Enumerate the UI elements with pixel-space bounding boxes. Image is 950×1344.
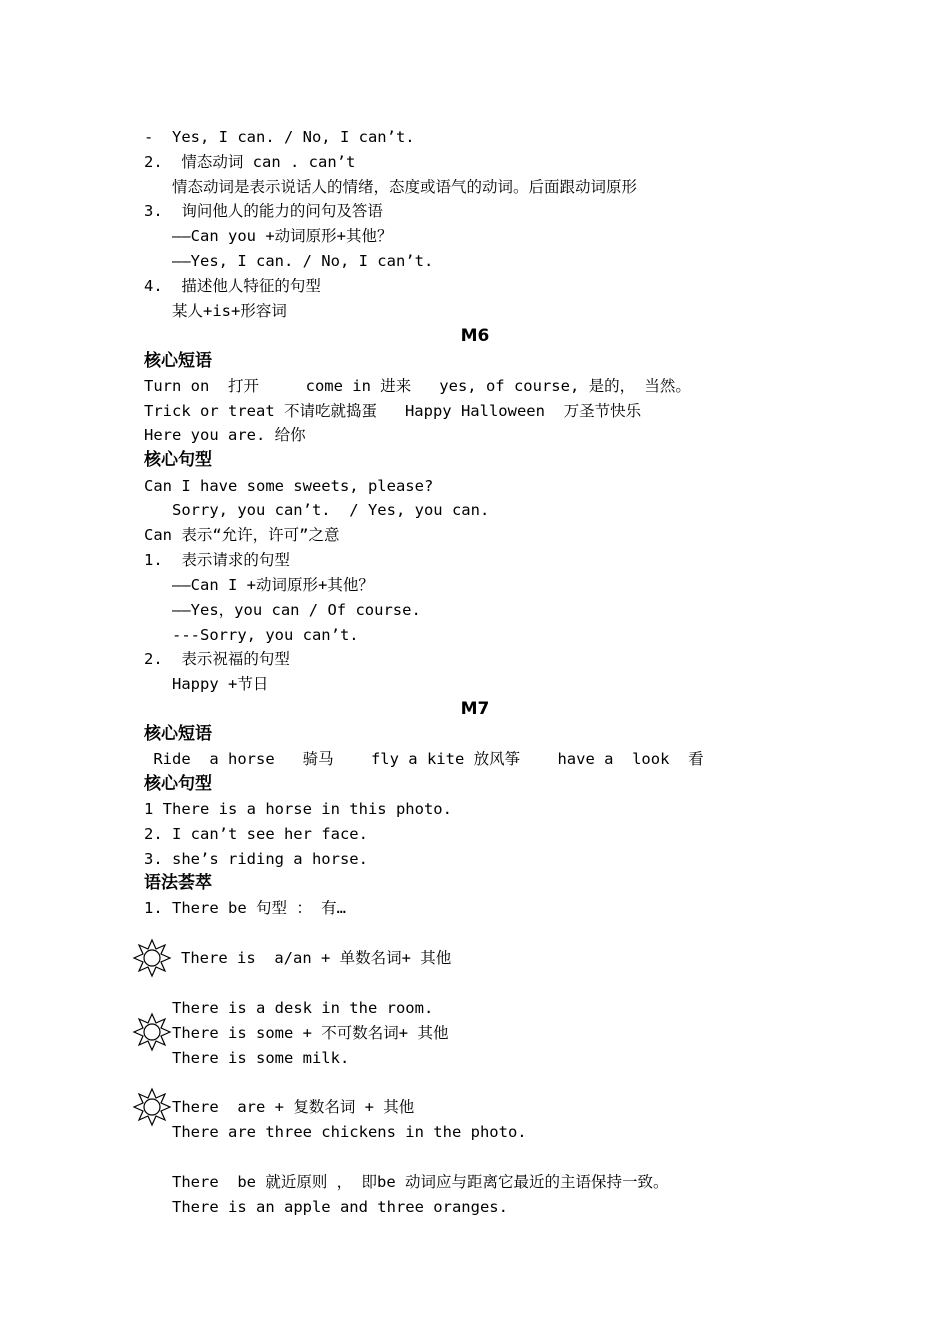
text-line: Sorry, you can’t. / Yes, you can.	[144, 501, 490, 519]
text-line: Trick or treat 不请吃就捣蛋 Happy Halloween 万圣节快乐	[144, 402, 642, 420]
text-line: ---Sorry, you can’t.	[144, 626, 359, 644]
text-line: 4. 描述他人特征的句型	[144, 277, 321, 295]
text-line: Happy +节日	[144, 675, 269, 693]
text-line: ——Yes, I can. / No, I can’t.	[144, 252, 434, 270]
text-line: 3. she’s riding a horse.	[144, 850, 368, 868]
text-line: 2. 表示祝福的句型	[144, 650, 290, 668]
text-line: 2. 情态动词 can . can’t	[144, 153, 356, 171]
text-line: 3. 询问他人的能力的问句及答语	[144, 202, 383, 220]
text-line: There is some + 不可数名词+ 其他	[172, 1024, 449, 1042]
text-line: ——Yes，you can / Of course.	[144, 601, 421, 619]
section-title-m6: M6	[460, 326, 490, 346]
text-line: Can I have some sweets, please?	[144, 477, 434, 495]
text-line: ——Can I +动词原形+其他？	[144, 576, 374, 594]
sun-icon	[132, 938, 172, 978]
section-title-m7: M7	[460, 699, 490, 719]
text-line: 1 There is a horse in this photo.	[144, 800, 452, 818]
text-line: There are three chickens in the photo.	[172, 1123, 527, 1141]
text-line: Can 表示“允许，许可”之意	[144, 526, 340, 544]
section-heading: 核心句型	[144, 450, 212, 470]
text-line: There be 就近原则 ， 即be 动词应与距离它最近的主语保持一致。	[172, 1173, 669, 1191]
text-line: Ride a horse 骑马 fly a kite 放风筝 have a look 看	[144, 750, 704, 768]
section-heading: 核心短语	[144, 724, 212, 744]
section-heading: 语法荟萃	[144, 873, 212, 893]
sun-icon	[132, 1012, 172, 1052]
text-line: 1. There be 句型 ： 有…	[144, 899, 346, 917]
text-line: 情态动词是表示说话人的情绪，态度或语气的动词。后面跟动词原形	[144, 178, 637, 196]
text-line: - Yes, I can. / No, I can’t.	[144, 128, 415, 146]
text-line: 2. I can’t see her face.	[144, 825, 368, 843]
text-line: ——Can you +动词原形+其他？	[144, 227, 393, 245]
text-line: There are + 复数名词 + 其他	[172, 1098, 415, 1116]
text-line: 1. 表示请求的句型	[144, 551, 290, 569]
text-line: There is some milk.	[172, 1049, 350, 1067]
text-line: 某人+is+形容词	[144, 302, 287, 320]
text-line: There is a/an + 单数名词+ 其他	[181, 949, 452, 967]
text-line: There is an apple and three oranges.	[172, 1198, 508, 1216]
section-heading: 核心短语	[144, 351, 212, 371]
text-line: Here you are. 给你	[144, 426, 306, 444]
section-heading: 核心句型	[144, 774, 212, 794]
text-line: Turn on 打开 come in 进来 yes, of course, 是的， 当然。	[144, 377, 691, 395]
text-line: There is a desk in the room.	[172, 999, 434, 1017]
sun-icon	[132, 1087, 172, 1127]
